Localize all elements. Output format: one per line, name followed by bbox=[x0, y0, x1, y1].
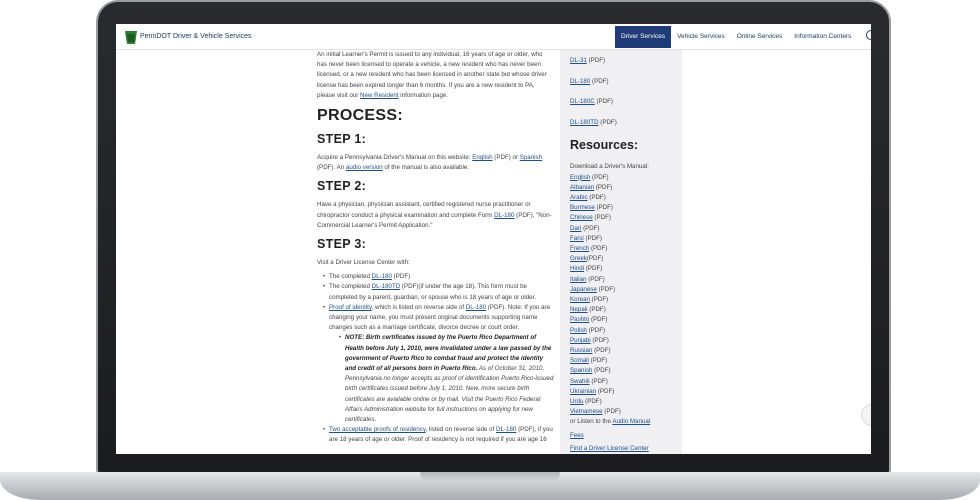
form-dl180c: DL-180C (PDF) bbox=[570, 98, 613, 106]
fees-link[interactable]: Fees bbox=[570, 431, 584, 439]
language-link[interactable]: Ukrainian bbox=[570, 387, 597, 395]
note-list bbox=[329, 333, 554, 425]
browser-screen bbox=[116, 24, 871, 454]
language-link[interactable]: Burmese bbox=[570, 204, 595, 212]
language-item: Greek(PDF) bbox=[570, 255, 604, 263]
puerto-rico-note: • NOTE: Birth certificates issued by the Puerto Rico Department of Health before July 1, 2010, were invalidated under a law passed by the government of Puerto Rico to combat fraud and protect the identity and credit of all persons born in Puerto Rico. As of October 31, 2010, Pennsylvania no longer accepts as proof of identification Puerto Rico-issued birth certificates issued before July 1, 2010. New, more secure birth certificates are available online or by mail. Visit the Puerto Rico Federal Affairs Administration website for full instructions on applying for new certificates. bbox=[339, 333, 554, 425]
language-item: Urdu (PDF) bbox=[570, 398, 602, 406]
step1-text: Acquire a Pennsylvania Driver's Manual on this website: English (PDF) or Spanish (PDF). An audio version of the manual is also available. bbox=[317, 154, 543, 172]
site-header bbox=[116, 24, 871, 50]
audio-manual-line: or Listen to the Audio Manual bbox=[570, 418, 651, 426]
main-nav bbox=[615, 26, 857, 48]
nav-vehicle-services[interactable]: Vehicle Services bbox=[677, 33, 725, 40]
dl180-link[interactable]: DL-180 bbox=[494, 211, 515, 219]
language-link[interactable]: Hindi bbox=[570, 265, 585, 273]
list-item: • The completed DL-180TD (PDF)(if under the age 18). This form must be completed by a parent, guardian, or spouse who is 18 years of age or older. bbox=[323, 282, 554, 302]
language-link[interactable]: Pashto bbox=[570, 316, 590, 324]
nav-driver-services[interactable]: Driver Services bbox=[615, 26, 671, 48]
language-item: Spanish (PDF) bbox=[570, 367, 611, 375]
language-link[interactable]: Korean bbox=[570, 296, 590, 304]
step2-text: Have a physician, physician assistant, certified registered nurse practitioner or chiropractor conduct a physical examination and complete Form DL-180 (PDF), "Non-Commercial Learner's Permit Application." bbox=[317, 201, 552, 229]
search-icon[interactable] bbox=[866, 30, 871, 40]
list-item: • Two acceptable proofs of residency, listed on reverse side of DL-180 (PDF), if you are 18 years of age or older. Proof of residency is not required if you are age 16 bbox=[323, 425, 554, 445]
nav-online-services[interactable]: Online Services bbox=[736, 33, 783, 40]
intro-paragraph: An initial Learner's Permit is issued to any individual, 16 years of age or older, who has never been licensed to operate a vehicle, a new resident who has never been licensed, or a new resident who has been licensed in another state but whose driver license has been expired longer than 6 months. If you are a new resident to PA, please visit our New Resident information page. bbox=[317, 51, 547, 99]
keystone-logo-icon[interactable] bbox=[123, 30, 139, 45]
language-item: Polish (PDF) bbox=[570, 326, 606, 334]
resources-heading: Resources: bbox=[570, 138, 639, 153]
dl180td-link[interactable]: DL-180TD bbox=[570, 118, 599, 126]
language-item: French (PDF) bbox=[570, 245, 608, 252]
process-heading: PROCESS: bbox=[317, 107, 403, 125]
dl180-link[interactable]: DL-180 bbox=[465, 303, 487, 311]
language-link[interactable]: Somali bbox=[570, 357, 589, 365]
language-item: Somali (PDF) bbox=[570, 357, 608, 365]
step3-intro: Visit a Driver License Center with: bbox=[317, 259, 410, 267]
language-item: Pashto (PDF) bbox=[570, 316, 608, 324]
language-item: Ukrainian (PDF) bbox=[570, 387, 615, 395]
language-item: English (PDF) bbox=[570, 173, 609, 181]
language-item: Punjabi (PDF) bbox=[570, 336, 609, 344]
dl180td-link[interactable]: DL-180TD bbox=[371, 283, 401, 291]
language-link[interactable]: Russian bbox=[570, 347, 593, 355]
language-link[interactable]: Spanish bbox=[570, 367, 593, 375]
language-link[interactable]: Punjabi bbox=[570, 336, 591, 344]
language-item: Albanian (PDF) bbox=[570, 183, 613, 191]
step1-heading: STEP 1: bbox=[317, 132, 367, 147]
form-dl180td: DL-180TD (PDF) bbox=[570, 118, 617, 126]
language-item: Swahili (PDF) bbox=[570, 377, 608, 385]
language-link[interactable]: Nepali bbox=[570, 306, 588, 314]
manual-english-link[interactable]: English bbox=[472, 154, 493, 162]
language-item: Vietnamese (PDF) bbox=[570, 408, 621, 416]
step2-heading: STEP 2: bbox=[317, 179, 367, 194]
language-link[interactable]: Italian bbox=[570, 275, 587, 283]
language-item: Russian (PDF) bbox=[570, 347, 611, 355]
manual-intro: Download a Driver's Manual: bbox=[570, 163, 649, 171]
dl180c-link[interactable]: DL-180C bbox=[570, 98, 595, 106]
laptop-notch bbox=[420, 472, 560, 482]
language-link[interactable]: French bbox=[570, 245, 590, 252]
list-item: • Proof of identity, which is listed on reverse side of DL-180 (PDF). Note: If you are changing your name, you must present original documents supporting name changes such as a marriage certificate, divorce decree or court order. • NOTE: Birth certificates issued by the Puerto Rico Department of Health before July 1, 2010, were invalidated under a law passed by the government of Puerto Rico to combat fraud and protect the identity and credit of all persons born in Puerto Rico. As of October 31, 2010, Pennsylvania no longer accepts as proof of identification Puerto Rico-issued birth certificates issued before July 1, 2010. New, more secure birth certificates are available online or by mail. Visit the Puerto Rico Federal Affairs Administration website for full instructions on applying for new certificates. bbox=[323, 303, 554, 425]
language-link[interactable]: Vietnamese bbox=[570, 408, 603, 416]
scroll-top-icon[interactable] bbox=[861, 404, 871, 426]
language-item: Nepali (PDF) bbox=[570, 306, 606, 314]
fees-item bbox=[570, 431, 682, 441]
language-item: Italian (PDF) bbox=[570, 275, 605, 283]
language-link[interactable]: Dari bbox=[570, 224, 582, 232]
find-center-item bbox=[570, 444, 682, 454]
form-dl180: DL-180 (PDF) bbox=[570, 77, 609, 85]
requirements-list bbox=[317, 272, 554, 445]
proof-of-identity-link[interactable]: Proof of identity bbox=[329, 303, 372, 311]
language-link[interactable]: English bbox=[570, 173, 591, 181]
dl31-link[interactable]: DL-31 bbox=[570, 57, 587, 64]
language-link[interactable]: Urdu bbox=[570, 398, 584, 406]
audio-version-link[interactable]: audio version bbox=[345, 164, 383, 172]
list-item: • The completed DL-180 (PDF) bbox=[323, 272, 554, 282]
form-dl31: DL-31 (PDF) bbox=[570, 57, 606, 64]
dl180-link[interactable]: DL-180 bbox=[496, 426, 517, 434]
manual-spanish-link[interactable]: Spanish bbox=[519, 154, 543, 162]
language-link[interactable]: Arabic bbox=[570, 193, 588, 201]
language-link[interactable]: Chinese bbox=[570, 214, 593, 222]
step3-heading: STEP 3: bbox=[317, 237, 367, 252]
language-link[interactable]: Albanian bbox=[570, 183, 595, 191]
new-resident-link[interactable]: New Resident bbox=[360, 91, 399, 99]
language-link[interactable]: Polish bbox=[570, 326, 587, 334]
language-item: Chinese (PDF) bbox=[570, 214, 611, 222]
nav-information-centers[interactable]: Information Centers bbox=[794, 33, 852, 40]
language-list bbox=[570, 173, 682, 418]
language-link[interactable]: Japanese bbox=[570, 285, 597, 293]
language-item: Hindi (PDF) bbox=[570, 265, 603, 273]
language-item: Arabic (PDF) bbox=[570, 193, 606, 201]
find-center-link[interactable]: Find a Driver License Center bbox=[570, 444, 649, 452]
language-item: Japanese (PDF) bbox=[570, 285, 616, 293]
language-item: Burmese (PDF) bbox=[570, 204, 613, 212]
site-title[interactable]: PennDOT Driver & Vehicle Services bbox=[140, 33, 252, 40]
language-item: Korean (PDF) bbox=[570, 296, 609, 304]
resources-sidebar bbox=[560, 50, 682, 454]
main-content bbox=[317, 50, 554, 446]
proofs-of-residency-link[interactable]: Two acceptable proofs of residency bbox=[329, 426, 426, 434]
language-item: Dari (PDF) bbox=[570, 224, 600, 232]
dl180-link[interactable]: DL-180 bbox=[371, 273, 392, 281]
dl180-link[interactable]: DL-180 bbox=[570, 77, 591, 85]
language-link[interactable]: Greek bbox=[570, 255, 587, 263]
language-item: Farsi (PDF) bbox=[570, 234, 602, 242]
language-link[interactable]: Farsi bbox=[570, 234, 584, 242]
audio-manual-link[interactable]: Audio Manual bbox=[612, 418, 651, 426]
language-link[interactable]: Swahili bbox=[570, 377, 590, 385]
